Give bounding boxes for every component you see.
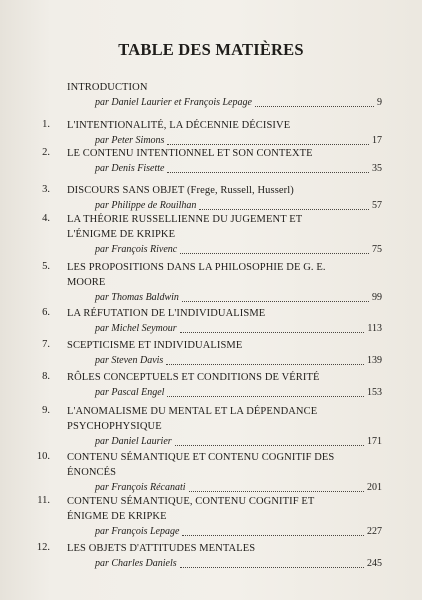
dot-leader: [167, 172, 369, 173]
dot-leader: [255, 106, 374, 107]
entry-title: LA RÉFUTATION DE L'INDIVIDUALISME: [67, 308, 266, 319]
page-title: TABLE DES MATIÈRES: [118, 40, 304, 59]
entry-author-line: [95, 435, 382, 449]
entry-title: L'ANOMALISME DU MENTAL ET LA DÉPENDANCE: [67, 406, 318, 417]
entry-author-line: [95, 96, 382, 110]
entry-author: par Daniel Laurier: [95, 436, 172, 447]
entry-title: L'ÉNIGME DE KRIPKE: [67, 229, 176, 240]
dot-leader: [167, 144, 369, 145]
entry-title: RÔLES CONCEPTUELS ET CONDITIONS DE VÉRITÉ: [67, 372, 320, 383]
entry-title: LA THÉORIE RUSSELLIENNE DU JUGEMENT ET: [67, 214, 303, 225]
entry-title: MOORE: [67, 277, 106, 288]
entry-number: 7.: [42, 339, 50, 350]
entry-author: par Philippe de Rouilhan: [95, 200, 197, 211]
entry-page-number: 227: [367, 526, 382, 537]
entry-number: 1.: [42, 119, 50, 130]
entry-page-number: 35: [372, 163, 382, 174]
entry-author: par Steven Davis: [95, 355, 164, 366]
dot-leader: [180, 253, 369, 254]
entry-page-number: 171: [367, 436, 382, 447]
entry-author-line: [95, 481, 382, 495]
entry-title: CONTENU SÉMANTIQUE, CONTENU COGNITIF ET: [67, 496, 315, 507]
entry-number: 8.: [42, 371, 50, 382]
entry-author: par Michel Seymour: [95, 323, 177, 334]
entry-title: DISCOURS SANS OBJET (Frege, Russell, Husserl): [67, 185, 294, 196]
entry-title: ÉNIGME DE KRIPKE: [67, 511, 167, 522]
entry-author-line: [95, 557, 382, 571]
entry-title: LES OBJETS D'ATTITUDES MENTALES: [67, 543, 256, 554]
entry-author: par François Rivenc: [95, 244, 178, 255]
entry-author: par Pascal Engel: [95, 387, 165, 398]
entry-number: 4.: [42, 213, 50, 224]
entry-number: 3.: [42, 184, 50, 195]
entry-author: par François Lepage: [95, 526, 180, 537]
entry-author-line: [95, 199, 382, 213]
dot-leader: [180, 567, 364, 568]
entry-title: LES PROPOSITIONS DANS LA PHILOSOPHIE DE G. E.: [67, 262, 326, 273]
entry-page-number: 99: [372, 292, 382, 303]
entry-page-number: 9: [377, 97, 382, 108]
dot-leader: [182, 535, 364, 536]
entry-title: INTRODUCTION: [67, 82, 148, 93]
entry-page-number: 153: [367, 387, 382, 398]
entry-author-line: [95, 525, 382, 539]
entry-author-line: [95, 291, 382, 305]
entry-number: 10.: [36, 451, 50, 462]
entry-page-number: 245: [367, 558, 382, 569]
dot-leader: [182, 301, 369, 302]
entry-page-number: 57: [372, 200, 382, 211]
entry-author-line: [95, 354, 382, 368]
entry-author-line: [95, 243, 382, 257]
dot-leader: [166, 364, 364, 365]
entry-number: 9.: [42, 405, 50, 416]
entry-number: 11.: [37, 495, 50, 506]
entry-title: SCEPTICISME ET INDIVIDUALISME: [67, 340, 243, 351]
entry-author: par François Récanati: [95, 482, 186, 493]
dot-leader: [199, 209, 369, 210]
entry-author-line: [95, 322, 382, 336]
entry-number: 6.: [42, 307, 50, 318]
entry-title: LE CONTENU INTENTIONNEL ET SON CONTEXTE: [67, 148, 313, 159]
entry-author: par Peter Simons: [95, 135, 165, 146]
entry-page-number: 139: [367, 355, 382, 366]
entry-number: 2.: [42, 147, 50, 158]
entry-number: 12.: [36, 542, 50, 553]
entry-page-number: 75: [372, 244, 382, 255]
entry-title: ÉNONCÉS: [67, 467, 117, 478]
dot-leader: [189, 491, 364, 492]
entry-title: CONTENU SÉMANTIQUE ET CONTENU COGNITIF DES: [67, 452, 335, 463]
entry-author: par Thomas Baldwin: [95, 292, 179, 303]
entry-page-number: 201: [367, 482, 382, 493]
entry-author: par Denis Fisette: [95, 163, 165, 174]
entry-title: L'INTENTIONALITÉ, LA DÉCENNIE DÉCISIVE: [67, 120, 291, 131]
entry-author-line: [95, 162, 382, 176]
entry-page-number: 17: [372, 135, 382, 146]
entry-author: par Daniel Laurier et François Lepage: [95, 97, 252, 108]
entry-number: 5.: [42, 261, 50, 272]
entry-title: PSYCHOPHYSIQUE: [67, 421, 162, 432]
dot-leader: [175, 445, 364, 446]
dot-leader: [180, 332, 365, 333]
entry-author-line: [95, 386, 382, 400]
dot-leader: [167, 396, 364, 397]
entry-author: par Charles Daniels: [95, 558, 177, 569]
entry-page-number: 113: [367, 323, 382, 334]
